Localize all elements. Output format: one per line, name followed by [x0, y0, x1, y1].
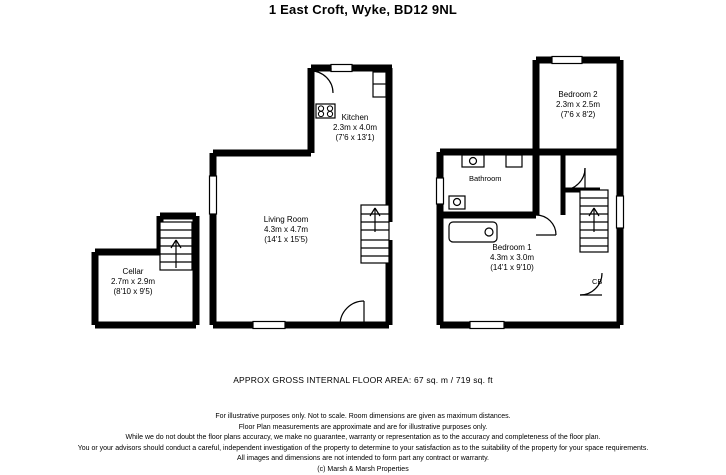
disclaimer-line-4: You or your advisors should conduct a careful, independent investigation of the property to determine to your satisfaction as to the suitability of the property for your space requirements. [0, 444, 726, 455]
label-bathroom: Bathroom [469, 174, 502, 183]
bathroom-fixtures-icon [449, 155, 522, 242]
disclaimer-line-2: Floor Plan measurements are approximate and are for illustrative purposes only. [0, 423, 726, 434]
disclaimer-line-5: All images and dimensions are not intended to form part any contract or warranty. [0, 454, 726, 465]
disclaimer-line-1: For illustrative purposes only. Not to scale. Room dimensions are given as maximum distances. [0, 412, 726, 423]
landing-stairs-icon [580, 190, 608, 252]
room-label-bedroom-1: Bedroom 1 4.3m x 3.0m (14'1 x 9'10) [462, 243, 562, 273]
page-title: 1 East Croft, Wyke, BD12 9NL [0, 2, 726, 17]
room-label-cellar: Cellar 2.7m x 2.9m (8'10 x 9'5) [96, 267, 170, 297]
room-label-living-room: Living Room 4.3m x 4.7m (14'1 x 15'5) [236, 215, 336, 245]
room-label-bedroom-2: Bedroom 2 2.3m x 2.5m (7'6 x 8'2) [539, 90, 617, 120]
label-cupboard: CB [592, 277, 602, 286]
disclaimer-line-3: While we do not doubt the floor plans accuracy, we make no guarantee, warranty or representation as to the accuracy and completeness of the floor plan. [0, 433, 726, 444]
disclaimer-block [0, 412, 726, 475]
floor-area-summary: APPROX GROSS INTERNAL FLOOR AREA: 67 sq. m / 719 sq. ft [0, 375, 726, 385]
cellar-stairs-icon [160, 222, 192, 270]
copyright-line: (c) Marsh & Marsh Properties [0, 465, 726, 475]
living-room-stairs-icon [361, 205, 389, 263]
room-label-kitchen: Kitchen 2.3m x 4.0m (7'6 x 13'1) [318, 113, 392, 143]
